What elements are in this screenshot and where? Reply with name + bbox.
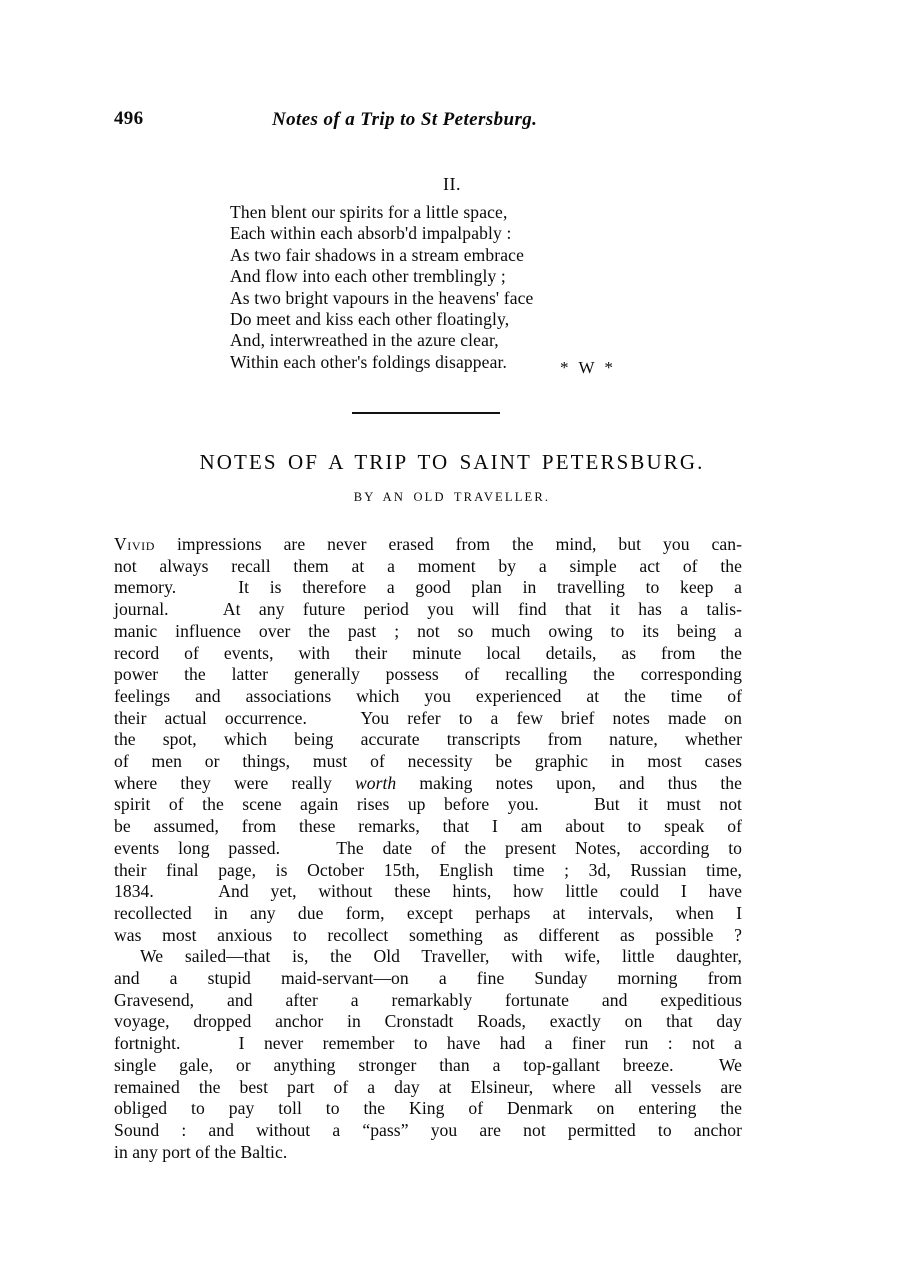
running-head-title: Notes of a Trip to St Petersburg. (272, 109, 538, 130)
body-line: voyage, dropped anchor in Cronstadt Roads, exactly on that day (114, 1011, 742, 1032)
body-line: their final page, is October 15th, English time ; 3d, Russian time, (114, 859, 742, 880)
running-head (114, 108, 742, 132)
body-line: events long passed. The date of the present Notes, according to (114, 837, 742, 858)
body-line: recollected in any due form, except perhaps at intervals, when I (114, 902, 742, 923)
body-line-text: making notes upon, and thus the (396, 772, 742, 793)
article-title: NOTES OF A TRIP TO SAINT PETERSBURG. (199, 450, 705, 474)
article-body (114, 534, 742, 1163)
poem-line: As two bright vapours in the heavens' face (230, 287, 534, 308)
page-number: 496 (114, 108, 144, 129)
body-line: their actual occurrence. You refer to a few brief notes made on (114, 707, 742, 728)
body-line: remained the best part of a day at Elsineur, where all vessels are (114, 1076, 742, 1097)
poem-stanza (230, 202, 533, 373)
lead-word: Vivid (114, 534, 156, 554)
body-line: single gale, or anything stronger than a top-gallant breeze. We (114, 1054, 742, 1075)
body-line: in any port of the Baltic. (114, 1141, 288, 1162)
body-line: record of events, with their minute local details, as from the (114, 642, 742, 663)
body-line: and a stupid maid-servant—on a fine Sunday morning from (114, 968, 742, 989)
body-line: Sound : and without a “pass” you are not permitted to anchor (114, 1119, 742, 1140)
article-byline: BY AN OLD TRAVELLER. (353, 490, 551, 504)
body-line: memory. It is therefore a good plan in travelling to keep a (114, 577, 742, 598)
body-line: be assumed, from these remarks, that I am about to speak of (114, 816, 742, 837)
poem-line: Each within each absorb'd impalpably : (230, 223, 512, 244)
body-line: Gravesend, and after a remarkably fortunate and expeditious (114, 989, 742, 1010)
poem-section-number: II. (443, 174, 461, 194)
body-line: journal. At any future period you will find that it has a talis- (114, 599, 742, 620)
poem-line: Do meet and kiss each other floatingly, (230, 309, 510, 330)
poem-line: And, interwreathed in the azure clear, (230, 330, 499, 351)
body-line: the spot, which being accurate transcripts from nature, whether (114, 729, 742, 750)
body-line-text: where they were really (114, 772, 355, 793)
body-line: 1834. And yet, without these hints, how little could I have (114, 881, 742, 902)
poem-signature: * W * (560, 358, 616, 377)
poem-line: Within each other's foldings disappear. (230, 351, 508, 372)
body-line: not always recall them at a moment by a simple act of the (114, 555, 742, 576)
body-line (114, 773, 742, 795)
body-line: power the latter generally possess of recalling the corresponding (114, 664, 742, 685)
body-line-text: impressions are never erased from the mind, but you can- (155, 534, 742, 554)
body-line: manic influence over the past ; not so much owing to its being a (114, 620, 742, 641)
emphasised-word: worth (354, 772, 397, 793)
body-line: We sailed—that is, the Old Traveller, with wife, little daughter, (140, 946, 742, 967)
body-line: of men or things, must of necessity be graphic in most cases (114, 751, 742, 772)
poem-line: As two fair shadows in a stream embrace (230, 244, 525, 265)
body-line: obliged to pay toll to the King of Denmark on entering the (114, 1098, 742, 1119)
body-line: feelings and associations which you experienced at the time of (114, 685, 742, 706)
body-line: was most anxious to recollect something as different as possible ? (114, 924, 742, 945)
body-line (114, 534, 742, 556)
poem-line: And flow into each other tremblingly ; (230, 266, 506, 287)
body-line: fortnight. I never remember to have had a finer run : not a (114, 1033, 742, 1054)
section-divider-rule (352, 412, 500, 414)
poem-line: Then blent our spirits for a little space, (230, 202, 508, 222)
body-line: spirit of the scene again rises up before you. But it must not (114, 794, 742, 815)
